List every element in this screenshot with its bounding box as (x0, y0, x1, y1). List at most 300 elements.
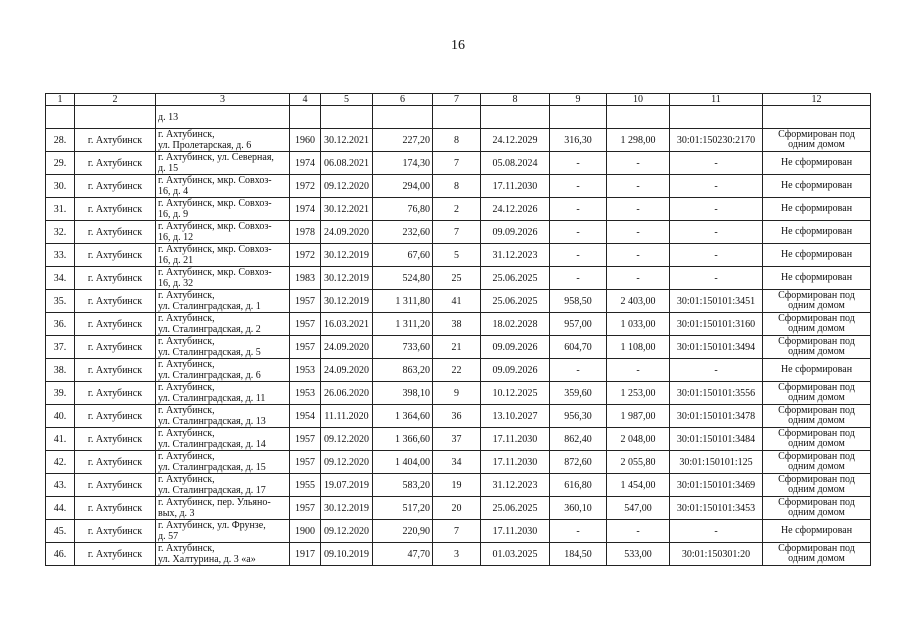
address-cell (156, 428, 290, 451)
address-line-1: г. Ахтубинск, (158, 382, 215, 393)
continuation-row (46, 106, 871, 129)
area-cell: 232,60 (373, 221, 433, 244)
deadline-cell: 25.06.2025 (481, 497, 550, 520)
value-cell: 604,70 (550, 336, 607, 359)
cadastral-number-cell: 30:01:150301:20 (670, 543, 763, 566)
status-cell (763, 221, 871, 244)
table-row (46, 198, 871, 221)
area-cell: 1 364,60 (373, 405, 433, 428)
deadline-cell: 25.06.2025 (481, 267, 550, 290)
land-area-cell: - (607, 152, 670, 175)
area-cell: 294,00 (373, 175, 433, 198)
row-number: 39. (46, 382, 75, 405)
address-line-2: ул. Сталинградская, д. 17 (158, 485, 266, 496)
address-cell (156, 198, 290, 221)
row-number: 41. (46, 428, 75, 451)
settlement-cell: г. Ахтубинск (75, 497, 156, 520)
address-line-2: вых, д. 3 (158, 508, 195, 519)
deadline-cell: 24.12.2029 (481, 129, 550, 152)
status-cell (763, 451, 871, 474)
deadline-cell: 05.08.2024 (481, 152, 550, 175)
cadastral-number-cell: 30:01:150101:3453 (670, 497, 763, 520)
cadastral-number-cell: 30:01:150101:3484 (670, 428, 763, 451)
year-cell: 1972 (290, 244, 321, 267)
status-line-2: одним домом (788, 484, 845, 495)
deadline-cell: 25.06.2025 (481, 290, 550, 313)
year-cell: 1957 (290, 451, 321, 474)
count-cell: 19 (433, 474, 481, 497)
row-number: 34. (46, 267, 75, 290)
deadline-cell: 31.12.2023 (481, 474, 550, 497)
area-cell: 174,30 (373, 152, 433, 175)
cadastral-number-cell: - (670, 152, 763, 175)
status-line-1: Сформирован под (778, 313, 855, 324)
address-cell: д. 13 (156, 106, 290, 129)
address-line-1: г. Ахтубинск, мкр. Совхоз- (158, 175, 272, 186)
row-number: 46. (46, 543, 75, 566)
area-cell: 47,70 (373, 543, 433, 566)
status-line-1: Не сформирован (780, 249, 853, 260)
count-cell: 20 (433, 497, 481, 520)
status-line-2: одним домом (788, 415, 845, 426)
deadline-cell: 24.12.2026 (481, 198, 550, 221)
address-line-2: ул. Сталинградская, д. 11 (158, 393, 266, 404)
table-row (46, 451, 871, 474)
address-cell (156, 543, 290, 566)
date-cell: 09.12.2020 (321, 428, 373, 451)
address-line-2: ул. Халтурина, д. 3 «а» (158, 554, 256, 565)
address-line-1: г. Ахтубинск, (158, 359, 215, 370)
value-cell: 316,30 (550, 129, 607, 152)
address-line-2: 16, д. 21 (158, 255, 194, 266)
status-cell (763, 405, 871, 428)
table-row (46, 267, 871, 290)
value-cell: 958,50 (550, 290, 607, 313)
area-cell: 1 404,00 (373, 451, 433, 474)
address-cell (156, 520, 290, 543)
count-cell: 41 (433, 290, 481, 313)
value-cell: - (550, 221, 607, 244)
status-cell (763, 336, 871, 359)
date-cell: 30.12.2019 (321, 267, 373, 290)
column-header: 12 (763, 94, 871, 106)
address-line-1: г. Ахтубинск, (158, 405, 215, 416)
status-line-1: Сформирован под (778, 474, 855, 485)
settlement-cell: г. Ахтубинск (75, 267, 156, 290)
count-cell: 7 (433, 152, 481, 175)
address-line-2: ул. Сталинградская, д. 1 (158, 301, 261, 312)
address-line-2: ул. Пролетарская, д. 6 (158, 140, 252, 151)
area-cell: 524,80 (373, 267, 433, 290)
date-cell: 06.08.2021 (321, 152, 373, 175)
year-cell: 1953 (290, 359, 321, 382)
row-number: 44. (46, 497, 75, 520)
address-line-1: г. Ахтубинск, (158, 474, 215, 485)
year-cell: 1917 (290, 543, 321, 566)
column-header: 6 (373, 94, 433, 106)
address-line-2: д. 15 (158, 163, 179, 174)
status-line-1: Не сформирован (780, 272, 853, 283)
status-cell (763, 497, 871, 520)
address-line-2: ул. Сталинградская, д. 6 (158, 370, 261, 381)
settlement-cell: г. Ахтубинск (75, 198, 156, 221)
land-area-cell: 2 048,00 (607, 428, 670, 451)
count-cell: 7 (433, 221, 481, 244)
address-cell (156, 382, 290, 405)
deadline-cell: 31.12.2023 (481, 244, 550, 267)
settlement-cell: г. Ахтубинск (75, 175, 156, 198)
address-cell (156, 175, 290, 198)
year-cell: 1974 (290, 152, 321, 175)
settlement-cell: г. Ахтубинск (75, 244, 156, 267)
settlement-cell: г. Ахтубинск (75, 152, 156, 175)
address-cell (156, 474, 290, 497)
table-row (46, 336, 871, 359)
land-area-cell: 547,00 (607, 497, 670, 520)
date-cell: 30.12.2019 (321, 290, 373, 313)
year-cell: 1978 (290, 221, 321, 244)
value-cell: 359,60 (550, 382, 607, 405)
value-cell: - (550, 152, 607, 175)
table-row (46, 152, 871, 175)
settlement-cell: г. Ахтубинск (75, 382, 156, 405)
deadline-cell: 13.10.2027 (481, 405, 550, 428)
address-cell (156, 290, 290, 313)
status-line-1: Сформирован под (778, 451, 855, 462)
cadastral-number-cell: - (670, 520, 763, 543)
date-cell: 24.09.2020 (321, 359, 373, 382)
land-area-cell: 1 033,00 (607, 313, 670, 336)
status-line-1: Сформирован под (778, 129, 855, 140)
status-cell (763, 290, 871, 313)
address-cell (156, 152, 290, 175)
settlement-cell: г. Ахтубинск (75, 474, 156, 497)
deadline-cell: 17.11.2030 (481, 428, 550, 451)
count-cell: 38 (433, 313, 481, 336)
year-cell: 1960 (290, 129, 321, 152)
table-row (46, 520, 871, 543)
deadline-cell: 18.02.2028 (481, 313, 550, 336)
address-line-1: г. Ахтубинск, (158, 129, 215, 140)
deadline-cell: 10.12.2025 (481, 382, 550, 405)
year-cell: 1957 (290, 290, 321, 313)
address-line-1: г. Ахтубинск, мкр. Совхоз- (158, 198, 272, 209)
date-cell: 09.12.2020 (321, 451, 373, 474)
table-row (46, 244, 871, 267)
land-area-cell: 2 403,00 (607, 290, 670, 313)
count-cell: 25 (433, 267, 481, 290)
area-cell: 76,80 (373, 198, 433, 221)
status-cell (763, 359, 871, 382)
row-number: 31. (46, 198, 75, 221)
year-cell: 1957 (290, 336, 321, 359)
address-cell (156, 336, 290, 359)
status-cell (763, 175, 871, 198)
row-number: 42. (46, 451, 75, 474)
address-line-2: ул. Сталинградская, д. 15 (158, 462, 266, 473)
table-row (46, 405, 871, 428)
count-cell: 3 (433, 543, 481, 566)
settlement-cell: г. Ахтубинск (75, 359, 156, 382)
table-row (46, 313, 871, 336)
housing-register-table (45, 93, 871, 566)
row-number: 38. (46, 359, 75, 382)
settlement-cell: г. Ахтубинск (75, 290, 156, 313)
area-cell: 1 311,80 (373, 290, 433, 313)
column-number-row (46, 94, 871, 106)
date-cell: 26.06.2020 (321, 382, 373, 405)
cadastral-number-cell: - (670, 221, 763, 244)
page-number: 16 (451, 38, 465, 53)
status-cell (763, 543, 871, 566)
status-cell (763, 382, 871, 405)
column-header: 1 (46, 94, 75, 106)
count-cell: 22 (433, 359, 481, 382)
year-cell: 1974 (290, 198, 321, 221)
settlement-cell: г. Ахтубинск (75, 405, 156, 428)
date-cell: 30.12.2019 (321, 244, 373, 267)
status-cell (763, 474, 871, 497)
address-line-1: г. Ахтубинск, (158, 313, 215, 324)
address-line-2: д. 57 (158, 531, 179, 542)
address-line-2: ул. Сталинградская, д. 5 (158, 347, 261, 358)
address-line-2: 16, д. 32 (158, 278, 194, 289)
deadline-cell: 17.11.2030 (481, 451, 550, 474)
area-cell: 583,20 (373, 474, 433, 497)
table-row (46, 543, 871, 566)
status-cell (763, 129, 871, 152)
table-row (46, 290, 871, 313)
year-cell: 1957 (290, 497, 321, 520)
status-line-1: Сформирован под (778, 497, 855, 508)
column-header: 8 (481, 94, 550, 106)
address-line-2: ул. Сталинградская, д. 13 (158, 416, 266, 427)
count-cell: 21 (433, 336, 481, 359)
land-area-cell: - (607, 198, 670, 221)
year-cell: 1955 (290, 474, 321, 497)
count-cell: 34 (433, 451, 481, 474)
status-line-1: Не сформирован (780, 157, 853, 168)
settlement-cell: г. Ахтубинск (75, 451, 156, 474)
column-header: 3 (156, 94, 290, 106)
status-line-1: Сформирован под (778, 290, 855, 301)
status-line-1: Не сформирован (780, 226, 853, 237)
value-cell: - (550, 359, 607, 382)
count-cell: 8 (433, 175, 481, 198)
date-cell: 24.09.2020 (321, 221, 373, 244)
cadastral-number-cell: 30:01:150101:3451 (670, 290, 763, 313)
address-cell (156, 244, 290, 267)
count-cell: 7 (433, 520, 481, 543)
column-header: 2 (75, 94, 156, 106)
address-line-2: 16, д. 12 (158, 232, 194, 243)
land-area-cell: - (607, 267, 670, 290)
deadline-cell: 01.03.2025 (481, 543, 550, 566)
land-area-cell: 1 298,00 (607, 129, 670, 152)
row-number: 37. (46, 336, 75, 359)
cadastral-number-cell: 30:01:150230:2170 (670, 129, 763, 152)
address-line-1: г. Ахтубинск, мкр. Совхоз- (158, 221, 272, 232)
settlement-cell: г. Ахтубинск (75, 221, 156, 244)
address-cell (156, 221, 290, 244)
count-cell: 5 (433, 244, 481, 267)
area-cell: 398,10 (373, 382, 433, 405)
address-line-2: 16, д. 9 (158, 209, 189, 220)
date-cell: 24.09.2020 (321, 336, 373, 359)
land-area-cell: 1 987,00 (607, 405, 670, 428)
column-header: 10 (607, 94, 670, 106)
status-line-1: Сформирован под (778, 543, 855, 554)
settlement-cell: г. Ахтубинск (75, 129, 156, 152)
count-cell: 9 (433, 382, 481, 405)
count-cell: 36 (433, 405, 481, 428)
status-line-2: одним домом (788, 507, 845, 518)
address-cell (156, 313, 290, 336)
cadastral-number-cell: 30:01:150101:3478 (670, 405, 763, 428)
settlement-cell: г. Ахтубинск (75, 520, 156, 543)
date-cell: 11.11.2020 (321, 405, 373, 428)
cadastral-number-cell: - (670, 175, 763, 198)
area-cell: 1 311,20 (373, 313, 433, 336)
status-line-2: одним домом (788, 461, 845, 472)
table-row (46, 382, 871, 405)
address-cell (156, 497, 290, 520)
table-row (46, 474, 871, 497)
value-cell: 360,10 (550, 497, 607, 520)
land-area-cell: 2 055,80 (607, 451, 670, 474)
row-number: 28. (46, 129, 75, 152)
status-line-2: одним домом (788, 139, 845, 150)
status-line-2: одним домом (788, 392, 845, 403)
value-cell: - (550, 244, 607, 267)
year-cell: 1972 (290, 175, 321, 198)
settlement-cell: г. Ахтубинск (75, 313, 156, 336)
deadline-cell: 09.09.2026 (481, 336, 550, 359)
year-cell: 1957 (290, 428, 321, 451)
address-cell (156, 359, 290, 382)
area-cell: 733,60 (373, 336, 433, 359)
value-cell: 956,30 (550, 405, 607, 428)
area-cell: 517,20 (373, 497, 433, 520)
status-cell (763, 520, 871, 543)
date-cell: 09.12.2020 (321, 175, 373, 198)
table-row (46, 175, 871, 198)
deadline-cell: 09.09.2026 (481, 359, 550, 382)
address-cell (156, 405, 290, 428)
cadastral-number-cell: 30:01:150101:3469 (670, 474, 763, 497)
status-line-1: Не сформирован (780, 364, 853, 375)
address-cell (156, 129, 290, 152)
count-cell: 8 (433, 129, 481, 152)
land-area-cell: - (607, 221, 670, 244)
count-cell: 2 (433, 198, 481, 221)
address-line-2: ул. Сталинградская, д. 14 (158, 439, 266, 450)
year-cell: 1900 (290, 520, 321, 543)
status-cell (763, 267, 871, 290)
status-line-2: одним домом (788, 553, 845, 564)
land-area-cell: 533,00 (607, 543, 670, 566)
table-row (46, 129, 871, 152)
date-cell: 19.07.2019 (321, 474, 373, 497)
land-area-cell: - (607, 244, 670, 267)
table-row (46, 497, 871, 520)
value-cell: 184,50 (550, 543, 607, 566)
column-header: 5 (321, 94, 373, 106)
status-cell (763, 198, 871, 221)
settlement-cell: г. Ахтубинск (75, 428, 156, 451)
column-header: 9 (550, 94, 607, 106)
year-cell: 1954 (290, 405, 321, 428)
row-number: 35. (46, 290, 75, 313)
column-header: 7 (433, 94, 481, 106)
status-line-1: Сформирован под (778, 405, 855, 416)
status-line-1: Не сформирован (780, 180, 853, 191)
value-cell: 616,80 (550, 474, 607, 497)
area-cell: 863,20 (373, 359, 433, 382)
cadastral-number-cell: - (670, 267, 763, 290)
column-header: 4 (290, 94, 321, 106)
area-cell: 1 366,60 (373, 428, 433, 451)
land-area-cell: 1 454,00 (607, 474, 670, 497)
year-cell: 1983 (290, 267, 321, 290)
settlement-cell: г. Ахтубинск (75, 336, 156, 359)
value-cell: - (550, 175, 607, 198)
table-row (46, 359, 871, 382)
area-cell: 67,60 (373, 244, 433, 267)
status-cell (763, 244, 871, 267)
area-cell: 227,20 (373, 129, 433, 152)
address-line-1: г. Ахтубинск, (158, 290, 215, 301)
address-line-1: г. Ахтубинск, ул. Северная, (158, 152, 274, 163)
deadline-cell: 09.09.2026 (481, 221, 550, 244)
cadastral-number-cell: - (670, 359, 763, 382)
date-cell: 30.12.2021 (321, 198, 373, 221)
address-line-1: г. Ахтубинск, ул. Фрунзе, (158, 520, 266, 531)
row-number: 40. (46, 405, 75, 428)
deadline-cell: 17.11.2030 (481, 175, 550, 198)
value-cell: 872,60 (550, 451, 607, 474)
cadastral-number-cell: 30:01:150101:125 (670, 451, 763, 474)
land-area-cell: - (607, 359, 670, 382)
status-line-1: Не сформирован (780, 525, 853, 536)
count-cell: 37 (433, 428, 481, 451)
address-line-1: г. Ахтубинск, (158, 543, 215, 554)
table-row (46, 221, 871, 244)
status-line-1: Не сформирован (780, 203, 853, 214)
date-cell: 16.03.2021 (321, 313, 373, 336)
address-line-2: ул. Сталинградская, д. 2 (158, 324, 261, 335)
cadastral-number-cell: - (670, 198, 763, 221)
cadastral-number-cell: - (670, 244, 763, 267)
settlement-cell: г. Ахтубинск (75, 543, 156, 566)
status-line-1: Сформирован под (778, 336, 855, 347)
date-cell: 09.10.2019 (321, 543, 373, 566)
table-row (46, 428, 871, 451)
status-cell (763, 313, 871, 336)
deadline-cell: 17.11.2030 (481, 520, 550, 543)
row-number: 36. (46, 313, 75, 336)
status-line-2: одним домом (788, 346, 845, 357)
row-number: 29. (46, 152, 75, 175)
address-line-1: г. Ахтубинск, мкр. Совхоз- (158, 267, 272, 278)
area-cell: 220,90 (373, 520, 433, 543)
date-cell: 30.12.2019 (321, 497, 373, 520)
status-cell (763, 152, 871, 175)
year-cell: 1953 (290, 382, 321, 405)
cadastral-number-cell: 30:01:150101:3160 (670, 313, 763, 336)
address-line-1: г. Ахтубинск, (158, 428, 215, 439)
value-cell: - (550, 198, 607, 221)
